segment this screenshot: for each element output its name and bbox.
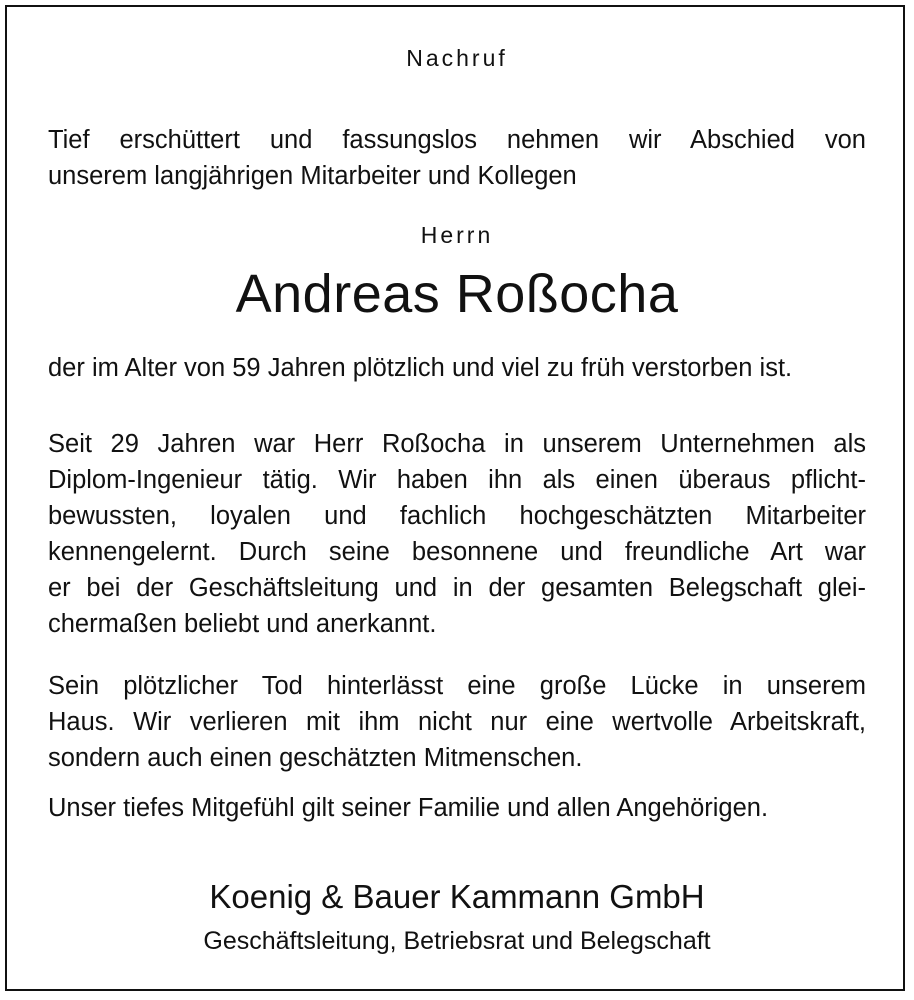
- intro-line: unserem langjährigen Mitarbeiter und Kollegen: [48, 162, 577, 190]
- company-name: Koenig & Bauer Kammann GmbH: [209, 878, 705, 915]
- paragraph-line: chermaßen beliebt und anerkannt.: [48, 610, 437, 638]
- tribute-paragraph-1: [48, 426, 866, 642]
- paragraph-line: sondern auch einen geschätzten Mitmenschen.: [48, 744, 583, 772]
- intro-line: Tief erschüttert und fassungslos nehmen wir Abschied von: [48, 126, 866, 154]
- age-line-text: der im Alter von 59 Jahren plötzlich und viel zu früh verstorben ist.: [48, 354, 793, 382]
- paragraph-line: kennengelernt. Durch seine besonnene und freundliche Art war: [48, 538, 866, 566]
- paragraph-line: Seit 29 Jahren war Herr Roßocha in unserem Unternehmen als: [48, 430, 866, 458]
- paragraph-line: Sein plötzlicher Tod hinterlässt eine große Lücke in unserem: [48, 672, 866, 700]
- deceased-name: Andreas Roßocha: [235, 264, 679, 324]
- tribute-paragraph-2: [48, 668, 866, 776]
- paragraph-line: bewussten, loyalen und fachlich hochgeschätzten Mitarbeiter: [48, 502, 866, 530]
- signatories: Geschäftsleitung, Betriebsrat und Belegschaft: [203, 927, 711, 955]
- condolence-paragraph: [48, 790, 866, 826]
- intro-text: [48, 122, 866, 194]
- paragraph-line: er bei der Geschäftsleitung und in der gesamten Belegschaft glei-: [48, 574, 866, 602]
- paragraph-line: Unser tiefes Mitgefühl gilt seiner Familie und allen Angehörigen.: [48, 794, 769, 822]
- paragraph-line: Diplom-Ingenieur tätig. Wir haben ihn als einen überaus pflicht-: [48, 466, 866, 494]
- salutation: Herrn: [420, 222, 494, 248]
- age-line: [48, 350, 866, 386]
- paragraph-line: Haus. Wir verlieren mit ihm nicht nur eine wertvolle Arbeitskraft,: [48, 708, 866, 736]
- notice-heading: Nachruf: [406, 45, 508, 71]
